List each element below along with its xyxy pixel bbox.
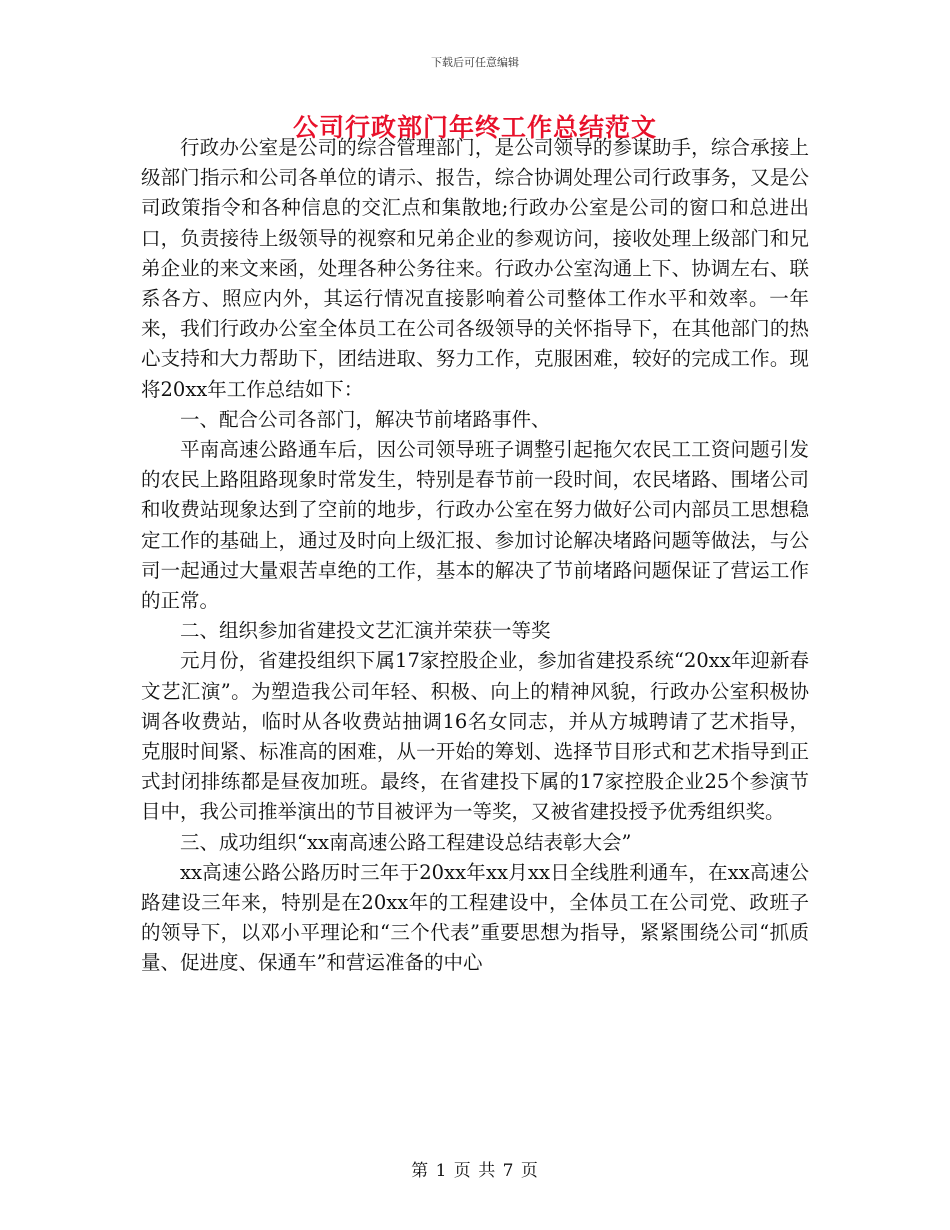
page-number-footer: 第 1 页 共 7 页: [411, 1161, 539, 1181]
paragraph-intro: 行政办公室是公司的综合管理部门，是公司领导的参谋助手，综合承接上级部门指示和公司各单位的请示、报告，综合协调处理公司行政事务，又是公司政策指令和各种信息的交汇点和集散地;行政办公室是公司的窗口和总进出口，负责接待上级领导的视察和兄弟企业的参观访问，接收处理上级部门和兄弟企业的来文来函，处理各种公务往来。行政办公室沟通上下、协调左右、联系各方、照应内外，其运行情况直接影响着公司整体工作水平和效率。一年来，我们行政办公室全体员工在公司各级领导的关怀指导下，在其他部门的热心支持和大力帮助下，团结进取、努力工作，克服困难，较好的完成工作。现将20xx年工作总结如下：: [141, 136, 809, 401]
paragraph-section-2: 元月份，省建投组织下属17家控股企业，参加省建投系统“20xx年迎新春文艺汇演”。为塑造我公司年轻、积极、向上的精神风貌，行政办公室积极协调各收费站，临时从各收费站抽调16名女同志，并从方城聘请了艺术指导，克服时间紧、标准高的困难，从一开始的筹划、选择节目形式和艺术指导到正式封闭排练都是昼夜加班。最终，在省建投下属的17家控股企业25个参演节目中，我公司推举演出的节目被评为一等奖，又被省建投授予优秀组织奖。: [141, 649, 809, 824]
section-heading-2: 二、组织参加省建投文艺汇演并荣获一等奖: [180, 619, 551, 643]
section-heading-3: 三、成功组织“xx南高速公路工程建设总结表彰大会”: [180, 830, 632, 854]
document-body: [141, 133, 809, 979]
document-title: 公司行政部门年终工作总结范文: [292, 113, 657, 142]
paragraph-section-1: 平南高速公路通车后，因公司领导班子调整引起拖欠农民工工资问题引发的农民上路阻路现象时常发生，特别是春节前一段时间，农民堵路、围堵公司和收费站现象达到了空前的地步，行政办公室在努力做好公司内部员工思想稳定工作的基础上，通过及时向上级汇报、参加讨论解决堵路问题等做法，与公司一起通过大量艰苦卓绝的工作，基本的解决了节前堵路问题保证了营运工作的正常。: [141, 438, 809, 613]
page-header-note: 下载后可任意编辑: [431, 56, 519, 69]
section-heading-1: 一、配合公司各部门，解决节前堵路事件、: [180, 407, 551, 431]
paragraph-section-3: xx高速公路公路历时三年于20xx年xx月xx日全线胜利通车，在xx高速公路建设三年来，特别是在20xx年的工程建设中，全体员工在公司党、政班子的领导下，以邓小平理论和“三个代表”重要思想为指导，紧紧围绕公司“抓质量、促进度、保通车”和营运准备的中心: [141, 860, 809, 975]
